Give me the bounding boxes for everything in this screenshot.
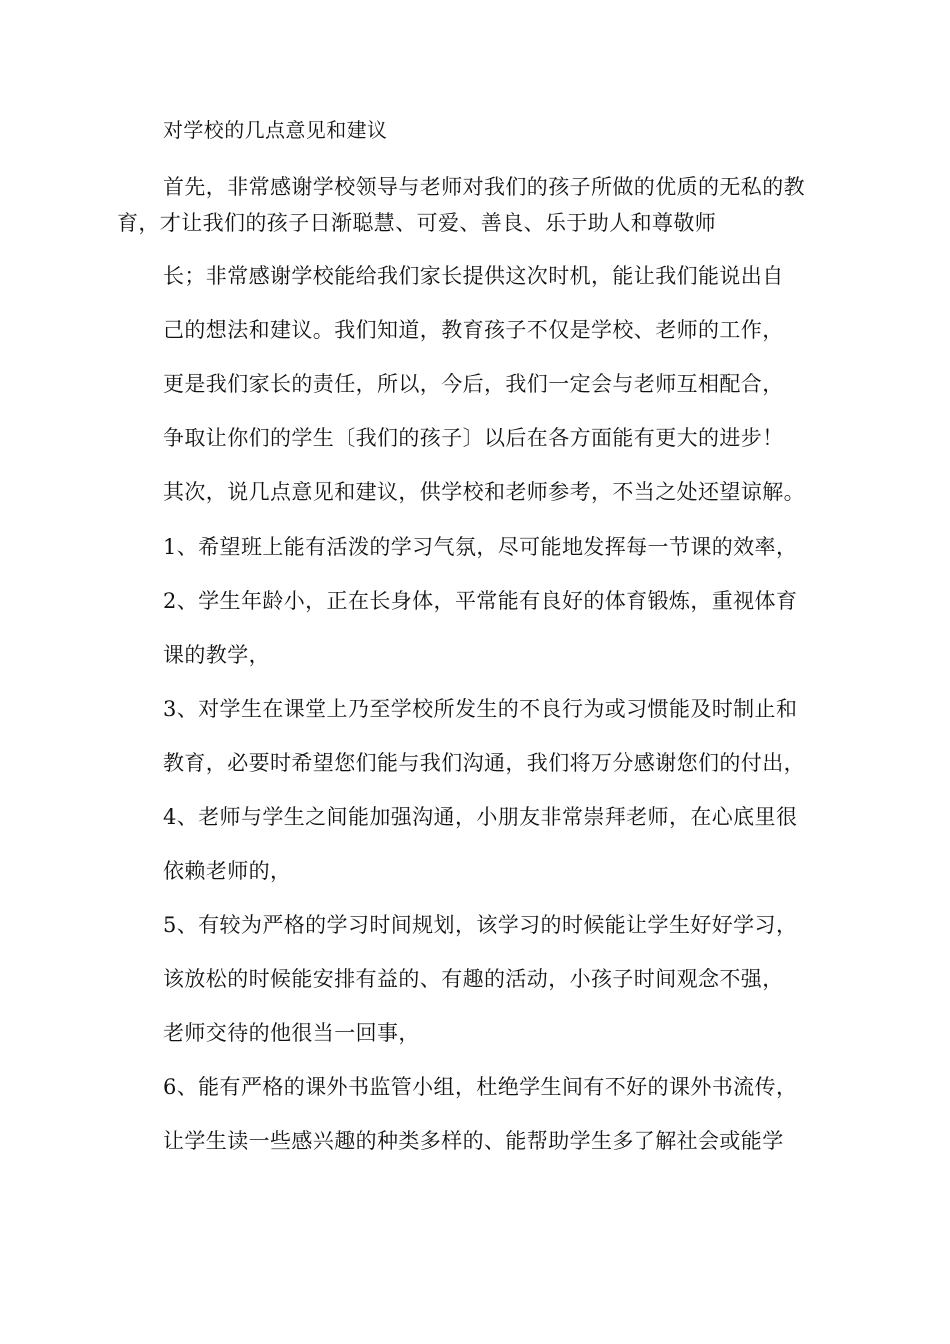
paragraph-line: 争取让你们的学生〔我们的孩子〕以后在各方面能有更大的进步！ xyxy=(163,426,784,450)
paragraph-line: 其次，说几点意见和建议，供学校和老师参考，不当之处还望谅解。 xyxy=(163,480,805,504)
document-title: 对学校的几点意见和建议 xyxy=(163,118,388,142)
paragraph-line: 首先，非常感谢学校领导与老师对我们的孩子所做的优质的无私的教 xyxy=(163,175,805,199)
list-item-line: 该放松的时候能安排有益的、有趣的活动，小孩子时间观念不强， xyxy=(163,967,784,991)
list-item-line: 5、有较为严格的学习时间规划，该学习的时候能让学生好好学习， xyxy=(163,913,798,937)
list-item-line: 依赖老师的， xyxy=(163,859,292,883)
list-item-line: 课的教学， xyxy=(163,643,270,667)
list-item-line: 教育，必要时希望您们能与我们沟通，我们将万分感谢您们的付出， xyxy=(163,751,805,775)
paragraph-line: 长；非常感谢学校能给我们家长提供这次时机，能让我们能说出自 xyxy=(163,264,784,288)
list-item-line: 4、老师与学生之间能加强沟通，小朋友非常崇拜老师，在心底里很 xyxy=(163,805,798,829)
list-item-line: 让学生读一些感兴趣的种类多样的、能帮助学生多了解社会或能学 xyxy=(163,1129,784,1153)
paragraph-line: 更是我们家长的责任，所以，今后，我们一定会与老师互相配合， xyxy=(163,372,784,396)
list-item-line: 3、对学生在课堂上乃至学校所发生的不良行为或习惯能及时制止和 xyxy=(163,697,798,721)
list-item-line: 6、能有严格的课外书监管小组，杜绝学生间有不好的课外书流传， xyxy=(163,1075,798,1099)
paragraph-line: 己的想法和建议。我们知道，教育孩子不仅是学校、老师的工作， xyxy=(163,318,784,342)
list-item-line: 1、希望班上能有活泼的学习气氛，尽可能地发挥每一节课的效率， xyxy=(163,535,798,559)
paragraph-line: 育，才让我们的孩子日渐聪慧、可爱、善良、乐于助人和尊敬师 xyxy=(117,211,717,235)
list-item-line: 2、学生年龄小，正在长身体，平常能有良好的体育锻炼，重视体育 xyxy=(163,589,798,613)
list-item-line: 老师交待的他很当一回事， xyxy=(163,1021,420,1045)
